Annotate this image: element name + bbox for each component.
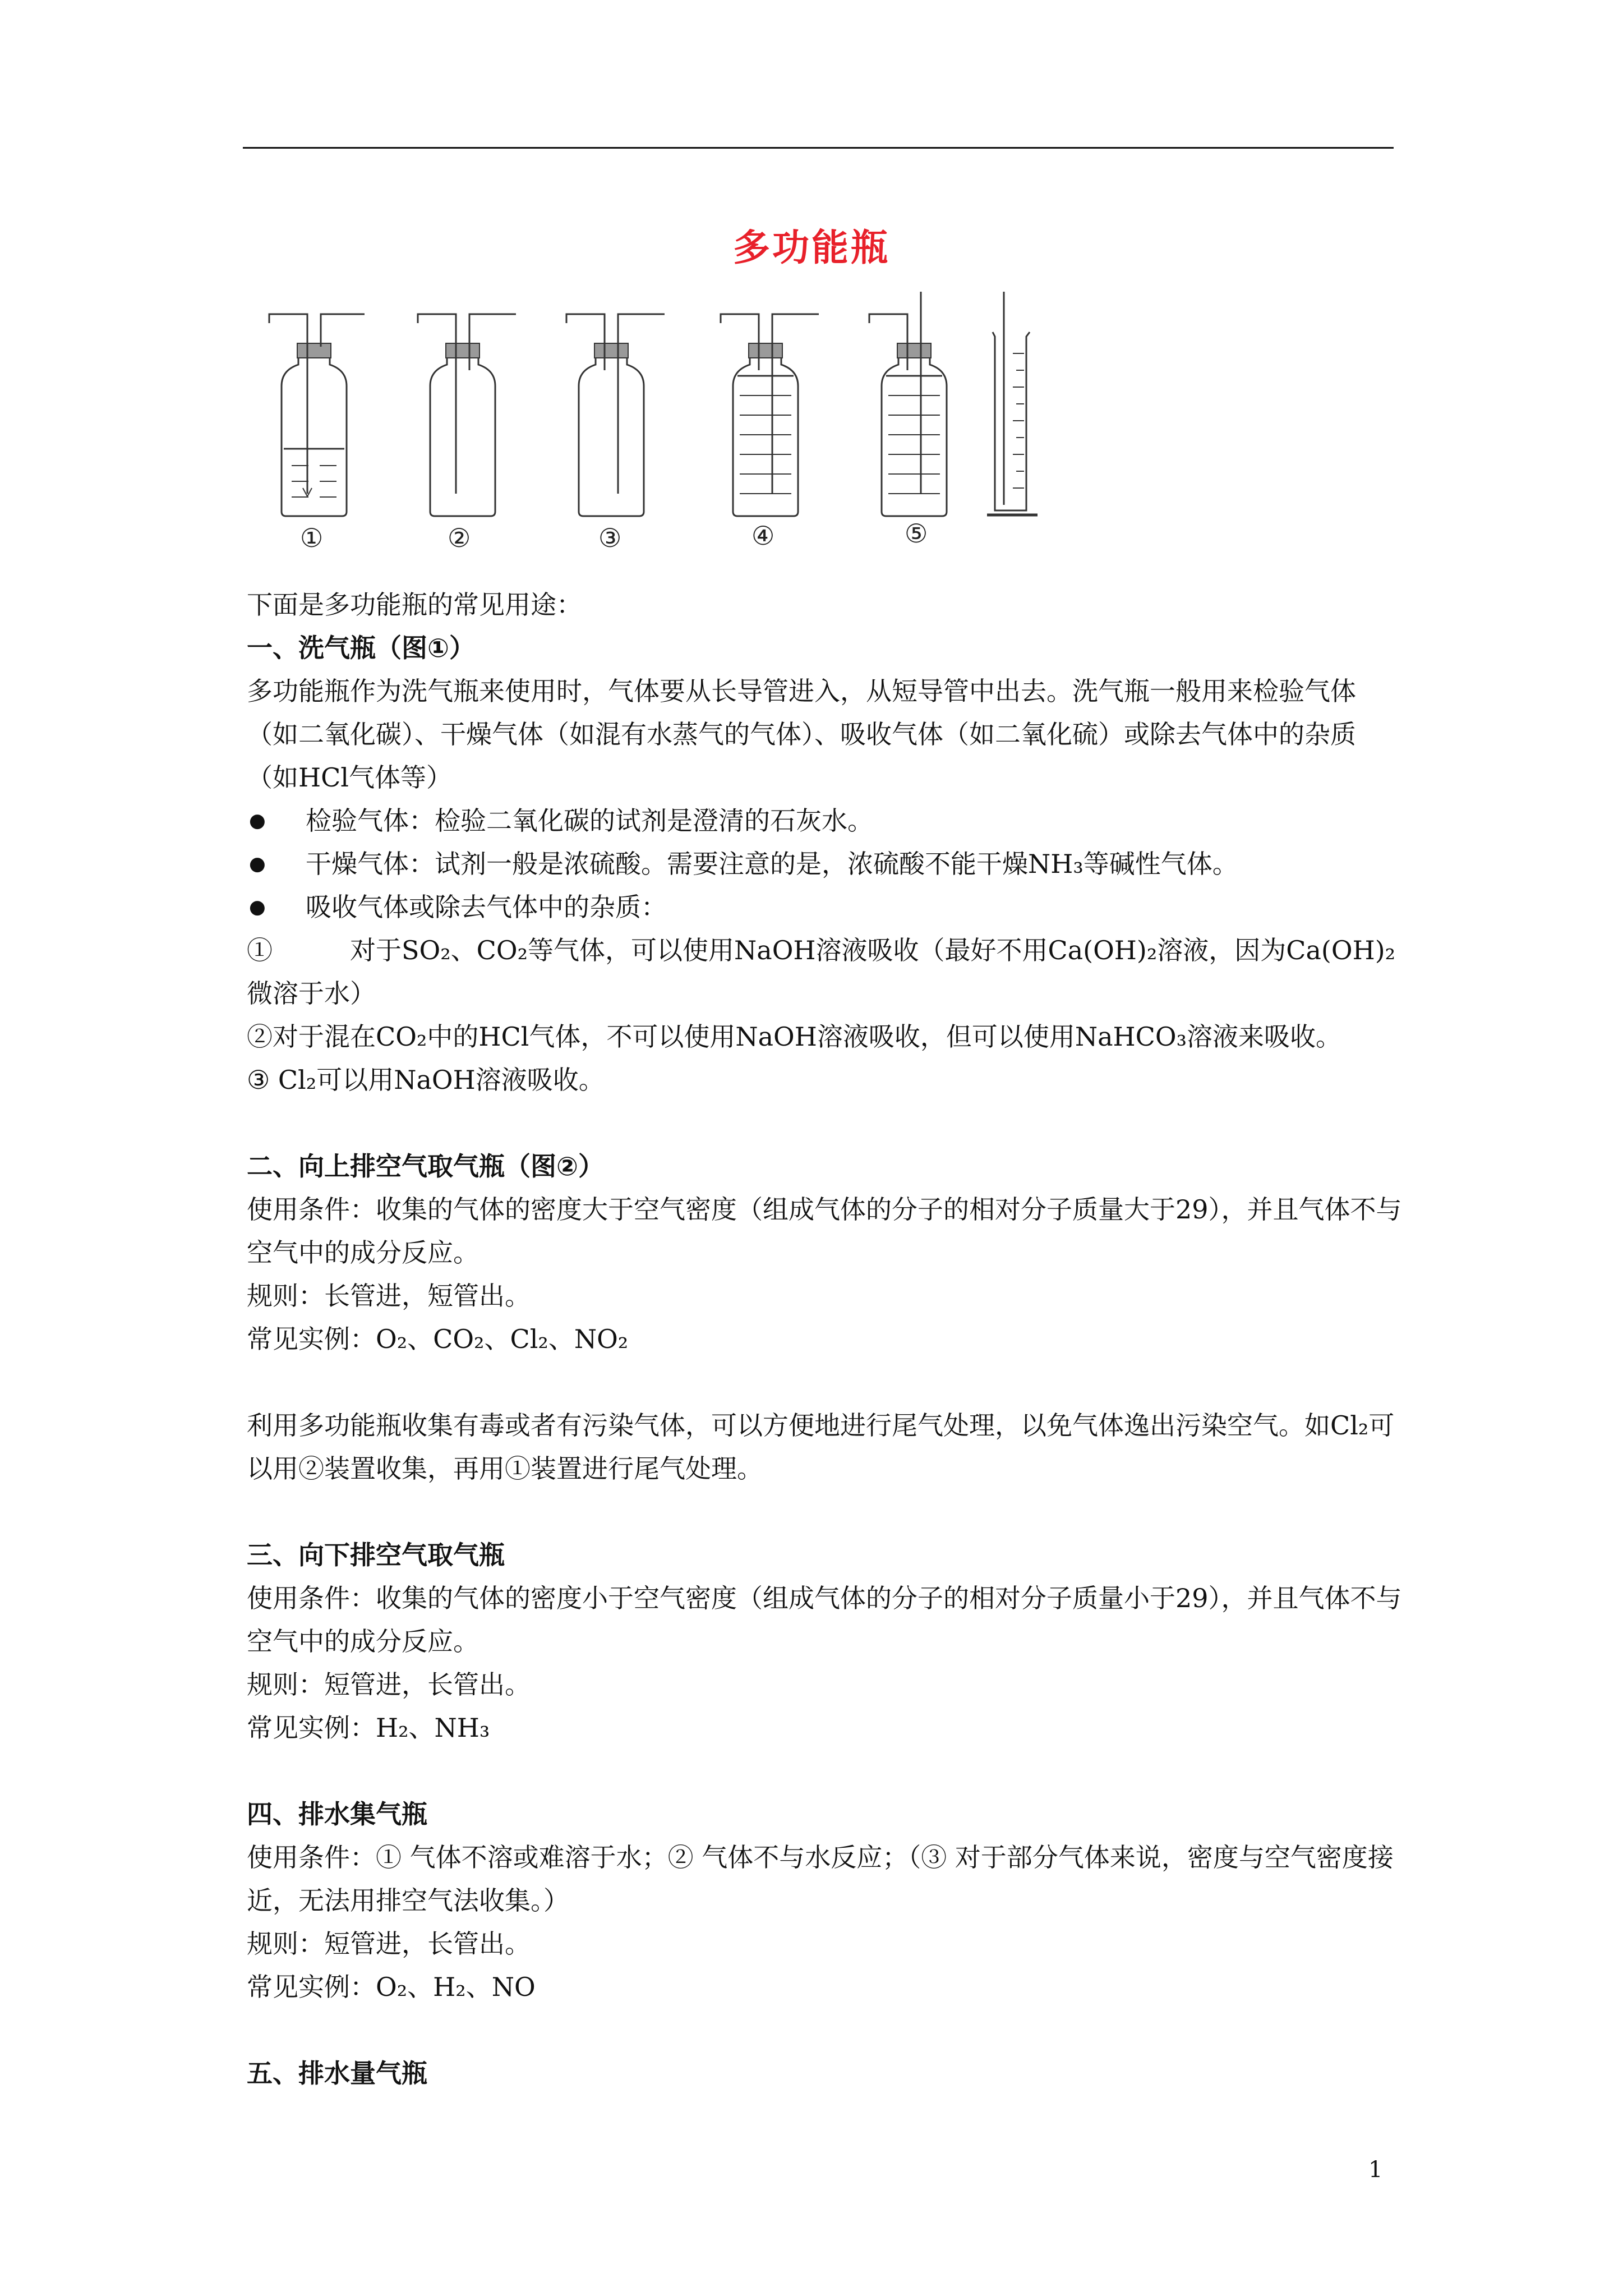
bullet-item: ● 检验气体：检验二氧化碳的试剂是澄清的石灰水。 bbox=[247, 799, 1402, 843]
section-4-examples: 常见实例：O₂、H₂、NO bbox=[247, 1972, 536, 2002]
section-2-condition: 使用条件：收集的气体的密度大于空气密度（组成气体的分子的相对分子质量大于29），并且气体不与空气中的成分反应。 bbox=[247, 1194, 1402, 1268]
section-1-heading: 一、洗气瓶（图①） bbox=[247, 633, 475, 663]
page-number: 1 bbox=[1368, 2157, 1383, 2183]
section-5-heading: 五、排水量气瓶 bbox=[247, 2058, 427, 2088]
bottle-2 bbox=[418, 314, 516, 516]
section-2-rule: 规则：长管进，短管出。 bbox=[247, 1281, 531, 1311]
numbered-item-2: ②对于混在CO₂中的HCl气体，不可以使用NaOH溶液吸收，但可以使用NaHCO₃溶液来吸收。 bbox=[247, 1022, 1342, 1052]
section-3-rule: 规则：短管进，长管出。 bbox=[247, 1669, 531, 1700]
section-2-heading: 二、向上排空气取气瓶（图②） bbox=[247, 1151, 604, 1181]
intro-text: 下面是多功能瓶的常见用途： bbox=[247, 590, 582, 620]
numbered-item-3: ③ Cl₂可以用NaOH溶液吸收。 bbox=[247, 1065, 605, 1095]
section-2-note: 利用多功能瓶收集有毒或者有污染气体，可以方便地进行尾气处理，以免气体逸出污染空气。如Cl₂可以用②装置收集，再用①装置进行尾气处理。 bbox=[247, 1410, 1395, 1484]
section-3-condition: 使用条件：收集的气体的密度小于空气密度（组成气体的分子的相对分子质量小于29），并且气体不与空气中的成分反应。 bbox=[247, 1583, 1402, 1657]
figure-label-3: ③ bbox=[598, 523, 622, 553]
header-rule bbox=[243, 147, 1394, 149]
section-4-rule: 规则：短管进，长管出。 bbox=[247, 1929, 531, 1959]
section-3-examples: 常见实例：H₂、NH₃ bbox=[247, 1713, 490, 1743]
figure-label-5: ⑤ bbox=[905, 518, 928, 549]
section-3-heading: 三、向下排空气取气瓶 bbox=[247, 1540, 505, 1570]
figure-label-4: ④ bbox=[751, 521, 775, 551]
section-4-condition: 使用条件：① 气体不溶或难溶于水；② 气体不与水反应；（③ 对于部分气体来说，密度与空气密度接近，无法用排空气法收集。） bbox=[247, 1842, 1394, 1916]
bottle-diagrams bbox=[258, 292, 1110, 567]
page-title: 多功能瓶 bbox=[733, 226, 890, 269]
bottle-1 bbox=[269, 314, 365, 516]
document-body bbox=[247, 583, 1402, 2095]
bottle-3 bbox=[566, 314, 665, 516]
bullet-item: ● 干燥气体：试剂一般是浓硫酸。需要注意的是，浓硫酸不能干燥NH₃等碱性气体。 bbox=[247, 843, 1402, 886]
figure-label-1: ① bbox=[300, 523, 324, 553]
section-2-examples: 常见实例：O₂、CO₂、Cl₂、NO₂ bbox=[247, 1324, 629, 1354]
figure-label-2: ② bbox=[448, 523, 471, 553]
bottle-4 bbox=[721, 314, 819, 516]
section-1-paragraph: 多功能瓶作为洗气瓶来使用时，气体要从长导管进入，从短导管中出去。洗气瓶一般用来检验气体（如二氧化碳）、干燥气体（如混有水蒸气的气体）、吸收气体（如二氧化硫）或除去气体中的杂质（如HCl气体等） bbox=[247, 676, 1356, 793]
section-4-heading: 四、排水集气瓶 bbox=[247, 1799, 427, 1829]
numbered-item-1: ① 对于SO₂、CO₂等气体，可以使用NaOH溶液吸收（最好不用Ca(OH)₂溶液，因为Ca(OH)₂微溶于水） bbox=[247, 935, 1396, 1009]
bullet-item: ● 吸收气体或除去气体中的杂质： bbox=[247, 886, 1402, 929]
bottle-figure bbox=[258, 292, 1110, 567]
bottle-5 bbox=[869, 292, 1004, 516]
graduated-cylinder bbox=[987, 303, 1038, 515]
